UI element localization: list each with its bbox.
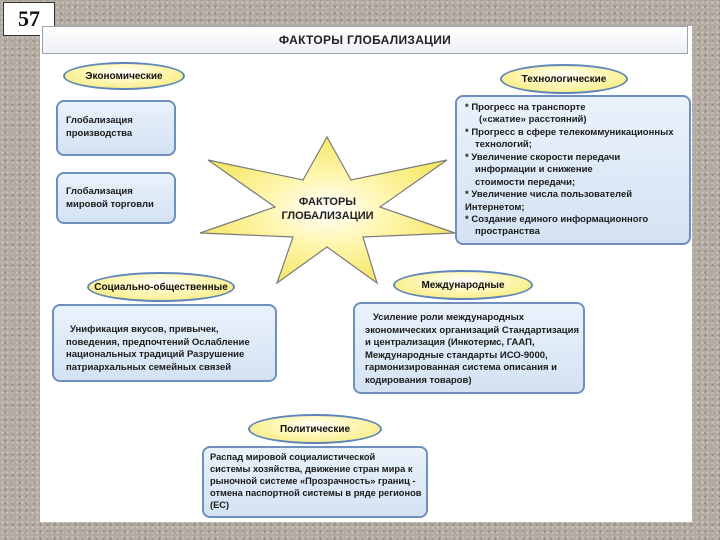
pol-line: системы хозяйства, движение стран мира к bbox=[210, 463, 413, 474]
economic-trade-line2: мировой торговли bbox=[66, 198, 154, 210]
international-box bbox=[353, 302, 585, 394]
intl-line: экономических организаций Стандартизация bbox=[365, 324, 580, 336]
economic-trade-line1: Глобализация bbox=[66, 186, 133, 197]
intl-line: Усиление роли международных bbox=[373, 312, 525, 323]
social-box bbox=[52, 304, 277, 382]
social-line: национальных традиций Разрушение bbox=[66, 349, 245, 361]
tech-line: стоимости передачи; bbox=[475, 176, 576, 188]
tech-line: * Увеличение скорости передачи bbox=[465, 151, 621, 163]
slide-number: 57 bbox=[3, 2, 55, 36]
technological-oval: Технологические bbox=[500, 64, 628, 94]
tech-line: * Прогресс в сфере телекоммуникационных bbox=[465, 126, 674, 138]
political-box bbox=[202, 446, 428, 518]
economic-box-production bbox=[56, 100, 176, 156]
social-line: патриархальных семейных связей bbox=[66, 361, 232, 373]
tech-line: * Увеличение числа пользователей bbox=[465, 189, 633, 201]
economic-production-line1: Глобализация bbox=[66, 115, 133, 126]
social-line: поведения, предпочтений Ослабление bbox=[66, 336, 250, 348]
pol-line: (ЕС) bbox=[210, 499, 230, 510]
tech-line: * Создание единого информационного bbox=[465, 213, 649, 225]
center-line2: ГЛОБАЛИЗАЦИИ bbox=[281, 210, 374, 222]
intl-line: кодирования товаров) bbox=[365, 374, 472, 386]
intl-line: Международные стандарты ИСО-9000, bbox=[365, 349, 548, 361]
tech-line: («сжатие» расстояний) bbox=[479, 114, 587, 126]
intl-line: и централизация (Инкотермс, ГААП, bbox=[365, 337, 535, 349]
tech-line: * Прогресс на транспорте bbox=[465, 102, 586, 113]
international-oval: Международные bbox=[393, 270, 533, 300]
pol-line: Распад мировой социалистической bbox=[210, 452, 376, 462]
economic-oval: Экономические bbox=[63, 62, 185, 90]
political-oval: Политические bbox=[248, 414, 382, 444]
tech-line: технологий; bbox=[475, 139, 532, 151]
tech-line: пространства bbox=[475, 226, 540, 238]
social-line: Унификация вкусов, привычек, bbox=[70, 324, 219, 335]
pol-line: рыночной системе «Прозрачность» границ - bbox=[210, 475, 416, 486]
tech-line: информации и снижение bbox=[475, 164, 593, 176]
economic-production-line2: производства bbox=[66, 127, 133, 139]
intl-line: гармонизированная система описания и bbox=[365, 362, 558, 374]
center-line1: ФАКТОРЫ bbox=[298, 196, 357, 209]
economic-box-trade bbox=[56, 172, 176, 224]
technological-box bbox=[455, 95, 691, 245]
diagram-title: ФАКТОРЫ ГЛОБАЛИЗАЦИИ bbox=[42, 26, 688, 54]
social-oval: Социально-общественные bbox=[87, 272, 235, 302]
center-star bbox=[195, 135, 460, 285]
pol-line: отмена паспортной системы в ряде регионов bbox=[210, 487, 422, 498]
tech-line: Интернетом; bbox=[465, 201, 525, 213]
